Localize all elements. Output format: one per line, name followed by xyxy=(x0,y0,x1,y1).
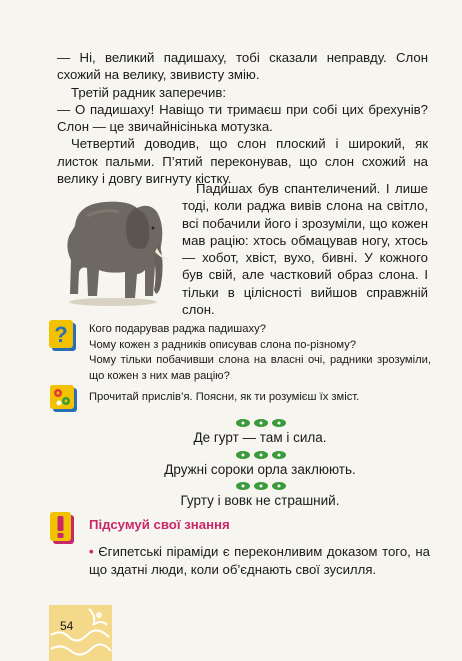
story-paragraph-1: — Ні, великий падишаху, тобі сказали неправду. Слон схожий на велику, звивисту змію. xyxy=(57,50,428,83)
question-2: Чому кожен з радників описував слона по-різному? xyxy=(89,338,357,351)
question-1: Кого подарував раджа падишаху? xyxy=(89,323,266,335)
ornament-icon xyxy=(231,481,291,491)
proverb-2: Дружні сороки орла заклюють. xyxy=(164,462,356,477)
bullet-marker: • xyxy=(89,544,94,559)
story-paragraph-4: Четвертий доводив, що слон плоский і широкий, як листок пальми. П’ятий переконував, що слон схожий на велику і довгу вигнуту кістку. xyxy=(57,136,428,187)
ornament-icon xyxy=(231,450,291,460)
summary-text-block xyxy=(89,543,430,578)
summary-text: Єгипетські піраміди є переконливим доказом того, на що здатні люди, коли об’єднають свої зусилля. xyxy=(89,544,430,577)
story-paragraph-2: Третій радник заперечив: xyxy=(71,84,226,100)
story-paragraph-3: — О падишаху! Навіщо ти тримаєш при собі цих брехунів? Слон — це звичайнісінька мотузка. xyxy=(57,101,428,135)
story-text-top xyxy=(57,49,428,187)
proverb-1: Де гурт — там і сила. xyxy=(193,430,327,445)
story-paragraph-5: Падишах був спантеличений. І лише тоді, коли раджа вивів слона на світло, всі побачили його і зрозуміли, що кожен мав рацію: хтось обмацував ногу, хтось — хобот, хвіст, вухо, бивні. У кожного був свій, але частковий образ слона. І тільки в цілісності вийшов справжній слон. xyxy=(182,181,428,318)
flower-task-icon xyxy=(50,385,77,412)
story-text-wrapped xyxy=(57,180,428,318)
exclamation-icon xyxy=(50,512,74,544)
question-3: Чому тільки побачивши слона на власні очі, радники зрозуміли, що кожен з них мав рацію? xyxy=(89,354,431,382)
svg-text:?: ? xyxy=(54,322,68,347)
summary-title: Підсумуй свої знання xyxy=(89,517,230,532)
ornament-icon xyxy=(231,418,291,428)
proverb-3: Гурту і вовк не страшний. xyxy=(180,493,340,508)
page-number: 54 xyxy=(60,619,74,633)
page-corner-ornament xyxy=(49,605,112,661)
task-text: Прочитай прислів’я. Поясни, як ти розумієш їх зміст. xyxy=(89,391,360,403)
questions-block xyxy=(89,322,431,384)
question-icon xyxy=(49,320,76,351)
